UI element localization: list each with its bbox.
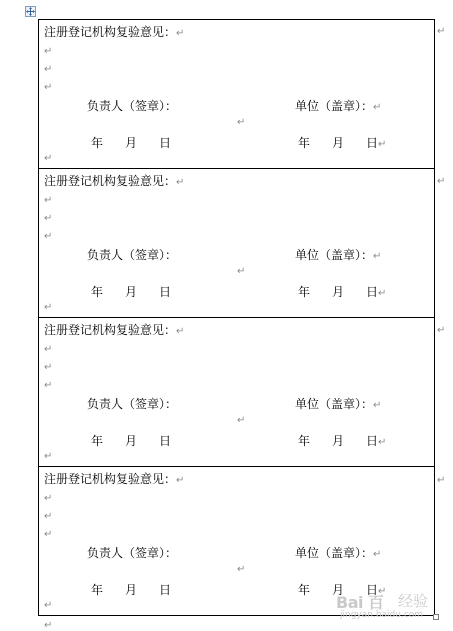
signer-label-text: 负责人（签章）： — [87, 99, 178, 113]
day-label: 日 — [159, 583, 172, 597]
month-label: 月 — [125, 136, 138, 150]
paragraph-mark: ↵ — [176, 177, 185, 188]
paragraph-mark: ↵ — [44, 600, 53, 611]
review-opinion-table — [38, 19, 435, 616]
month-label: 月 — [332, 583, 345, 597]
opinion-title-text: 注册登记机构复验意见： — [44, 323, 177, 337]
year-label: 年 — [298, 583, 311, 597]
paragraph-mark: ↵ — [44, 362, 53, 373]
unit-label — [295, 97, 381, 114]
opinion-title-text: 注册登记机构复验意见： — [44, 25, 177, 39]
month-label: 月 — [125, 583, 138, 597]
unit-label — [295, 395, 381, 412]
opinion-title-text: 注册登记机构复验意见： — [44, 472, 177, 486]
day-label: 日 — [159, 434, 172, 448]
month-label: 月 — [332, 285, 345, 299]
signer-date — [91, 581, 171, 598]
unit-label-text: 单位（盖章）： — [295, 546, 374, 560]
month-label: 月 — [332, 434, 345, 448]
paragraph-mark: ↵ — [44, 344, 53, 355]
paragraph-mark: ↵ — [44, 529, 53, 540]
paragraph-mark: ↵ — [378, 288, 387, 299]
unit-date — [298, 283, 386, 300]
year-label: 年 — [298, 434, 311, 448]
paragraph-mark: ↵ — [44, 620, 53, 631]
paragraph-mark: ↵ — [373, 102, 382, 113]
paragraph-mark: ↵ — [44, 82, 53, 93]
paragraph-mark: ↵ — [437, 176, 446, 187]
year-label: 年 — [91, 434, 104, 448]
day-label: 日 — [159, 136, 172, 150]
month-label: 月 — [332, 136, 345, 150]
signer-label — [87, 97, 177, 114]
signer-label-text: 负责人（签章）： — [87, 397, 178, 411]
paragraph-mark: ↵ — [378, 139, 387, 150]
year-label: 年 — [298, 285, 311, 299]
signer-label-text: 负责人（签章）： — [87, 248, 178, 262]
day-label: 日 — [366, 434, 379, 448]
opinion-cell[interactable] — [39, 169, 434, 318]
opinion-title — [44, 23, 184, 40]
signer-label-text: 负责人（签章）： — [87, 546, 178, 560]
opinion-title — [44, 172, 184, 189]
year-label: 年 — [91, 583, 104, 597]
day-label: 日 — [366, 583, 379, 597]
paragraph-mark: ↵ — [378, 586, 387, 597]
paragraph-mark: ↵ — [44, 153, 53, 164]
paragraph-mark: ↵ — [437, 325, 446, 336]
opinion-cell[interactable] — [39, 318, 434, 467]
paragraph-mark: ↵ — [373, 251, 382, 262]
paragraph-mark: ↵ — [237, 415, 246, 426]
paragraph-mark: ↵ — [44, 231, 53, 242]
unit-label-text: 单位（盖章）： — [295, 99, 374, 113]
paragraph-mark: ↵ — [237, 266, 246, 277]
year-label: 年 — [298, 136, 311, 150]
paragraph-mark: ↵ — [373, 400, 382, 411]
year-label: 年 — [91, 285, 104, 299]
baidu-jingyan-watermark — [336, 584, 446, 624]
signer-label — [87, 246, 177, 263]
paragraph-mark: ↵ — [378, 437, 387, 448]
paragraph-mark: ↵ — [176, 28, 185, 39]
table-move-handle-icon[interactable] — [25, 6, 36, 17]
paragraph-mark: ↵ — [237, 564, 246, 575]
signer-label — [87, 395, 177, 412]
opinion-title — [44, 321, 184, 338]
month-label: 月 — [125, 285, 138, 299]
paragraph-mark: ↵ — [176, 475, 185, 486]
paragraph-mark: ↵ — [44, 195, 53, 206]
opinion-title — [44, 470, 184, 487]
watermark-url: jingyan.baidu.com — [340, 610, 424, 620]
unit-date — [298, 432, 386, 449]
paragraph-mark: ↵ — [44, 46, 53, 57]
unit-label-text: 单位（盖章）： — [295, 248, 374, 262]
year-label: 年 — [91, 136, 104, 150]
paragraph-mark: ↵ — [373, 549, 382, 560]
signer-date — [91, 134, 171, 151]
signer-date — [91, 283, 171, 300]
opinion-cell[interactable] — [39, 20, 434, 169]
paragraph-mark: ↵ — [237, 117, 246, 128]
paragraph-mark: ↵ — [176, 326, 185, 337]
paragraph-mark: ↵ — [44, 380, 53, 391]
paragraph-mark: ↵ — [44, 511, 53, 522]
unit-label — [295, 246, 381, 263]
signer-label — [87, 544, 177, 561]
day-label: 日 — [366, 136, 379, 150]
watermark-cn: 经验 — [398, 592, 429, 610]
paragraph-mark: ↵ — [437, 26, 446, 37]
day-label: 日 — [366, 285, 379, 299]
paragraph-mark: ↵ — [44, 493, 53, 504]
paragraph-mark: ↵ — [437, 475, 446, 486]
paragraph-mark: ↵ — [44, 213, 53, 224]
paragraph-mark: ↵ — [44, 64, 53, 75]
unit-date — [298, 134, 386, 151]
month-label: 月 — [125, 434, 138, 448]
unit-label-text: 单位（盖章）： — [295, 397, 374, 411]
unit-label — [295, 544, 381, 561]
paragraph-mark: ↵ — [44, 451, 53, 462]
watermark-brand: Bai 百 — [336, 593, 384, 612]
opinion-title-text: 注册登记机构复验意见： — [44, 174, 177, 188]
signer-date — [91, 432, 171, 449]
paragraph-mark: ↵ — [44, 302, 53, 313]
day-label: 日 — [159, 285, 172, 299]
